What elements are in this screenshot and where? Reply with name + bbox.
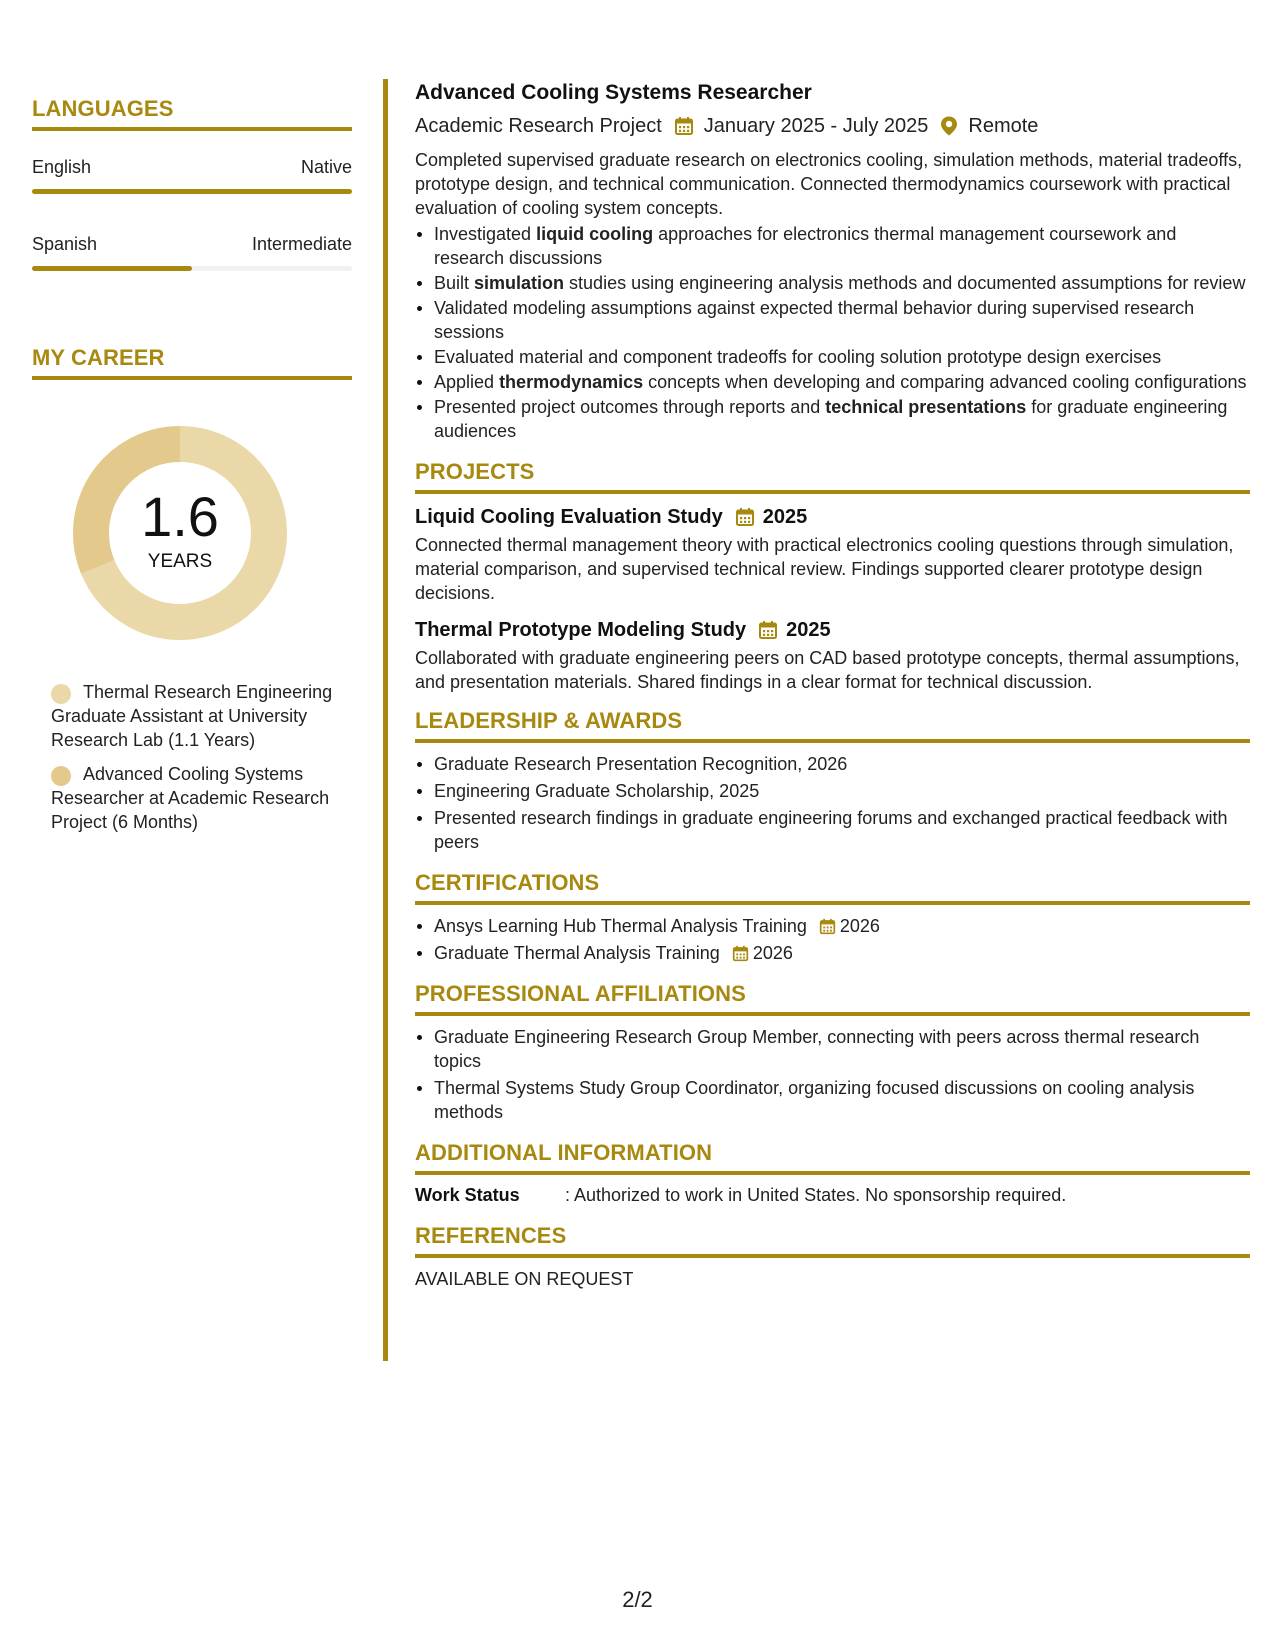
- section-divider: [415, 901, 1250, 905]
- certification-year: 2026: [839, 916, 880, 936]
- affiliations-heading: PROFESSIONAL AFFILIATIONS: [415, 981, 746, 1006]
- career-total-unit: YEARS: [147, 551, 213, 572]
- work-status-row: [415, 1183, 1250, 1207]
- section-divider: [32, 127, 352, 131]
- project-year: 2025: [762, 506, 808, 528]
- affiliation-item: Thermal Systems Study Group Coordinator, organizing focused discussions on cooling analysis methods: [415, 1076, 1250, 1124]
- calendar-icon: [732, 945, 749, 962]
- language-level: Native: [300, 157, 352, 177]
- language-name: English: [32, 157, 92, 177]
- languages-section: [32, 96, 352, 271]
- additional-section: [415, 1140, 1250, 1207]
- affiliations-list: [415, 1025, 1250, 1124]
- job-bullet: Presented project outcomes through reports and technical presentations for graduate engineering audiences: [415, 395, 1250, 443]
- language-item: [32, 234, 352, 271]
- job-summary: Completed supervised graduate research on electronics cooling, simulation methods, material tradeoffs, prototype design, and technical communication. Connected thermodynamics coursework with practical evaluation of cooling system concepts.: [415, 150, 1243, 218]
- certification-name: Graduate Thermal Analysis Training: [434, 943, 720, 963]
- references-section: [415, 1223, 1250, 1291]
- job-bullets: [415, 222, 1250, 443]
- right-column: [415, 80, 1250, 1291]
- leadership-item: Presented research findings in graduate engineering forums and exchanged practical feedback with peers: [415, 806, 1250, 854]
- career-total-value: 1.6: [141, 485, 219, 548]
- certifications-heading: CERTIFICATIONS: [415, 870, 600, 895]
- project-description: Connected thermal management theory with practical electronics cooling questions through simulation, material comparison, and supervised technical review. Findings supported clearer prototype design decisions.: [415, 535, 1234, 603]
- section-divider: [415, 490, 1250, 494]
- job-title: Advanced Cooling Systems Researcher: [415, 81, 812, 104]
- leadership-item: Engineering Graduate Scholarship, 2025: [415, 779, 1250, 803]
- language-level: Intermediate: [251, 234, 352, 254]
- affiliations-section: [415, 981, 1250, 1124]
- work-status-label: Work Status: [415, 1185, 520, 1205]
- job-location: Remote: [968, 115, 1039, 137]
- legend-dot: [51, 684, 71, 704]
- career-heading: MY CAREER: [32, 345, 165, 370]
- leadership-item: Graduate Research Presentation Recognition, 2026: [415, 752, 1250, 776]
- career-section: [32, 345, 352, 834]
- language-proficiency-fill: [32, 189, 352, 194]
- certification-item: [415, 941, 1250, 965]
- job-meta: [415, 114, 1250, 138]
- job-bullet: Evaluated material and component tradeoffs for cooling solution prototype design exercises: [415, 345, 1250, 369]
- certifications-section: [415, 870, 1250, 965]
- calendar-icon: [758, 620, 778, 640]
- project-item: [415, 617, 1250, 694]
- projects-heading: PROJECTS: [415, 459, 535, 484]
- job-bullet: Investigated liquid cooling approaches for electronics thermal management coursework and research discussions: [415, 222, 1250, 270]
- languages-heading: LANGUAGES: [32, 96, 174, 121]
- certification-name: Ansys Learning Hub Thermal Analysis Training: [434, 916, 807, 936]
- affiliation-item: Graduate Engineering Research Group Member, connecting with peers across thermal research topics: [415, 1025, 1250, 1073]
- additional-heading: ADDITIONAL INFORMATION: [415, 1140, 713, 1165]
- work-status-value: : Authorized to work in United States. No sponsorship required.: [565, 1185, 1067, 1205]
- section-divider: [32, 376, 352, 380]
- references-heading: REFERENCES: [415, 1223, 567, 1248]
- calendar-icon: [735, 507, 755, 527]
- section-divider: [415, 1254, 1250, 1258]
- career-donut-chart: [65, 418, 295, 648]
- calendar-icon: [674, 116, 694, 136]
- job-bullet: Applied thermodynamics concepts when developing and comparing advanced cooling configurations: [415, 370, 1250, 394]
- section-divider: [415, 1012, 1250, 1016]
- job-organization: Academic Research Project: [415, 115, 662, 137]
- references-text: AVAILABLE ON REQUEST: [415, 1269, 634, 1289]
- leadership-section: [415, 708, 1250, 854]
- section-divider: [415, 739, 1250, 743]
- experience-entry: [415, 80, 1250, 443]
- location-pin-icon: [940, 116, 958, 136]
- project-item: [415, 504, 1250, 605]
- career-legend-item: [32, 762, 352, 834]
- project-name: Liquid Cooling Evaluation Study: [415, 506, 723, 528]
- language-item: [32, 157, 352, 194]
- certification-year: 2026: [752, 943, 793, 963]
- language-proficiency-fill: [32, 266, 192, 271]
- language-name: Spanish: [32, 234, 98, 254]
- career-legend-text: Advanced Cooling Systems Researcher at Academic Research Project (6 Months): [51, 764, 330, 832]
- calendar-icon: [819, 918, 836, 935]
- project-description: Collaborated with graduate engineering peers on CAD based prototype concepts, thermal assumptions, and presentation materials. Shared findings in a clear format for technical discussion.: [415, 648, 1240, 692]
- certification-item: [415, 914, 1250, 938]
- leadership-list: [415, 752, 1250, 854]
- project-name: Thermal Prototype Modeling Study: [415, 619, 747, 641]
- career-legend: [32, 680, 352, 834]
- project-year: 2025: [786, 619, 831, 641]
- job-dates: January 2025 - July 2025: [703, 115, 929, 137]
- section-divider: [415, 1171, 1250, 1175]
- language-proficiency-bar: [32, 266, 352, 271]
- left-column: [32, 96, 352, 834]
- projects-section: [415, 459, 1250, 694]
- legend-dot: [51, 766, 71, 786]
- page-number: 2/2: [622, 1587, 653, 1612]
- career-legend-text: Thermal Research Engineering Graduate Assistant at University Research Lab (1.1 Years): [51, 682, 333, 750]
- certifications-list: [415, 914, 1250, 965]
- column-divider: [383, 79, 388, 1361]
- job-bullet: Validated modeling assumptions against expected thermal behavior during supervised research sessions: [415, 296, 1250, 344]
- leadership-heading: LEADERSHIP & AWARDS: [415, 708, 683, 733]
- job-bullet: Built simulation studies using engineering analysis methods and documented assumptions for review: [415, 271, 1250, 295]
- career-legend-item: [32, 680, 352, 752]
- language-proficiency-bar: [32, 189, 352, 194]
